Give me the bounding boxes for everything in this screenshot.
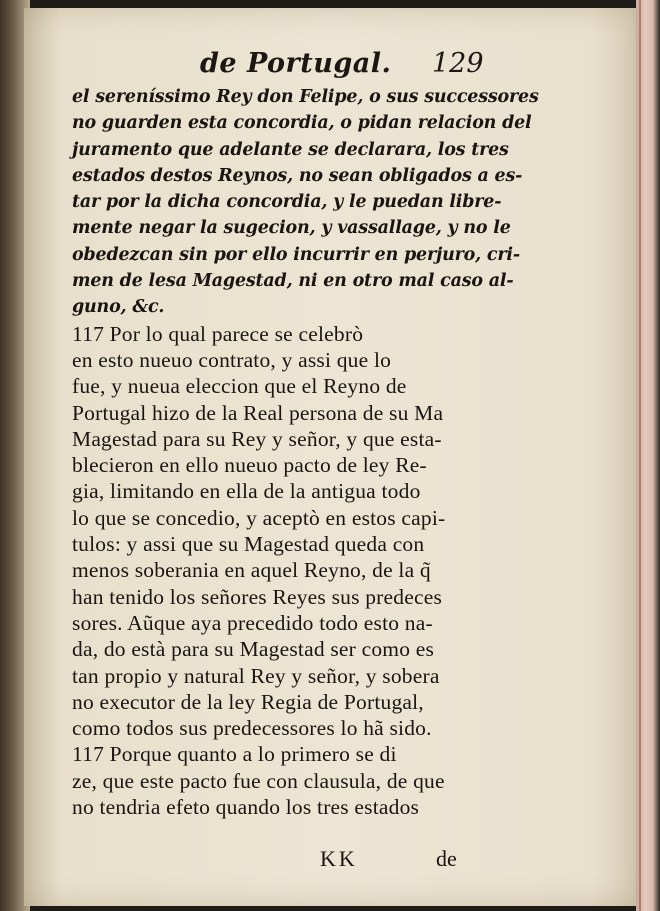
text-line: obedezcan sin por ello incurrir en perjuro, cri- (72, 244, 520, 265)
text-line: fue, y nueua eleccion que el Reyno de (72, 374, 407, 399)
text-line: gia, limitando en ella de la antigua todo (72, 479, 421, 504)
text-line: tan propio y natural Rey y señor, y sobera (72, 663, 440, 688)
signature-mark: KK (320, 846, 358, 871)
text-line: 117 Por lo qual parece se celebrò (72, 321, 364, 346)
text-line: no executor de la ley Regia de Portugal, (72, 689, 424, 714)
text-line: tulos: y assi que su Magestad queda con (72, 532, 425, 557)
text-line: Magestad para su Rey y señor, y que esta- (72, 426, 442, 451)
text-line: como todos sus predecessores lo hã sido. (72, 716, 432, 741)
text-line: Portugal hizo de la Real persona de su Ma (72, 400, 444, 425)
text-line: han tenido los señores Reyes sus predeces (72, 584, 443, 609)
page-footer (320, 846, 470, 876)
page-number: 129 (432, 48, 484, 79)
catchword: de (436, 846, 457, 871)
text-block (72, 84, 539, 820)
text-line: sores. Aũque aya precedido todo esto na- (72, 610, 433, 635)
text-line: da, do està para su Magestad ser como es (72, 637, 435, 662)
text-line: mente negar la sugecion, y vassallage, y no le (72, 218, 511, 239)
text-line: el sereníssimo Rey don Felipe, o sus successores (72, 87, 539, 107)
text-line: no guarden esta concordia, o pidan relacion del (72, 113, 532, 134)
text-line: menos soberania en aquel Reyno, de la q̃ (72, 558, 431, 583)
text-line: tar por la dicha concordia, y le puedan libre- (72, 192, 502, 213)
text-line: estados destos Reynos, no sean obligados a es- (72, 165, 523, 186)
text-line: lo que se concedio, y aceptò en estos capi- (72, 505, 446, 530)
page-header (200, 48, 500, 88)
text-line: no tendria efeto quando los tres estados (72, 795, 420, 820)
text-line: men de lesa Magestad, ni en otro mal caso al- (72, 271, 514, 292)
text-line: juramento que adelante se declarara, los tres (72, 139, 509, 160)
text-line: 117 Porque quanto a lo primero se di (72, 742, 397, 767)
text-line: ze, que este pacto fue con clausula, de que (72, 768, 445, 793)
text-line: guno, &c. (72, 297, 165, 318)
running-head: de Portugal. (200, 48, 392, 79)
text-line: en esto nueuo contrato, y assi que lo (72, 347, 392, 372)
right-page-edge (636, 0, 660, 911)
text-line: blecieron en ello nueuo pacto de ley Re- (72, 453, 427, 478)
